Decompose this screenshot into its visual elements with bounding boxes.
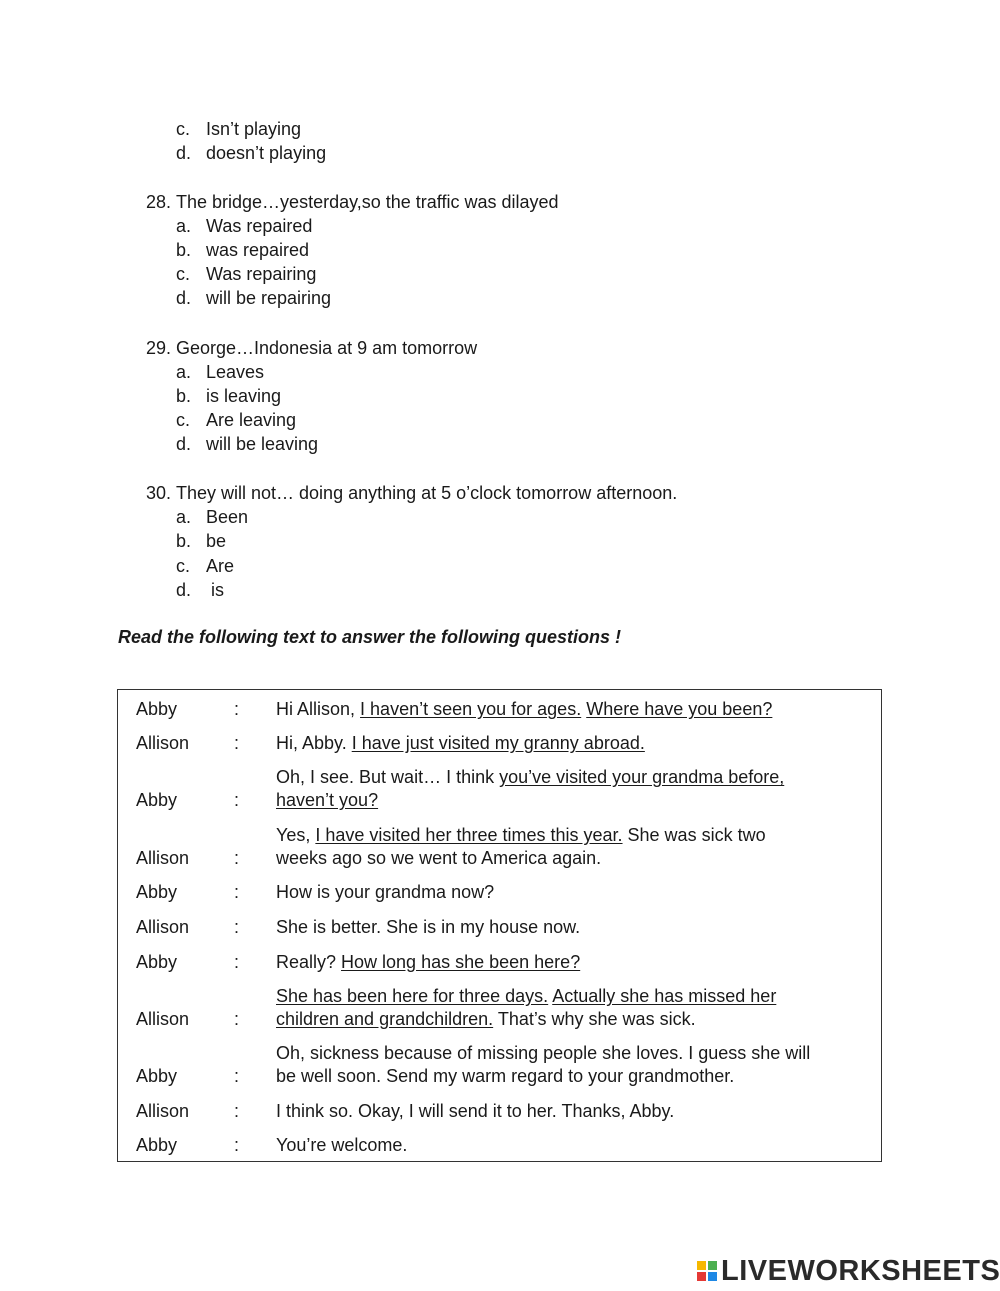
- dialog-speaker: Allison: [136, 1101, 190, 1121]
- utterance-text: That’s why she was sick.: [493, 1009, 696, 1029]
- utterance-text: Oh, sickness because of missing people she loves. I guess she will: [276, 1043, 811, 1063]
- utterance-text: weeks ago so we went to America again.: [276, 848, 602, 868]
- underlined-phrase: Where have you been?: [586, 699, 773, 719]
- logo-block: [697, 1261, 706, 1270]
- q29-option-d: d. will be leaving: [176, 434, 319, 454]
- q28-option-d: d. will be repairing: [176, 288, 332, 308]
- dialog-speaker: Abby: [136, 699, 178, 719]
- underlined-phrase: Actually she has missed her: [552, 986, 777, 1006]
- underlined-phrase: haven’t you?: [276, 790, 379, 810]
- utterance-text: I think so. Okay, I will send it to her. Thanks, Abby.: [276, 1101, 675, 1121]
- underlined-phrase: She has been here for three days.: [276, 986, 549, 1006]
- dialog-speaker: Allison: [136, 848, 190, 868]
- q30-option-d: d. is: [176, 580, 224, 600]
- dialog-colon: :: [234, 952, 240, 972]
- dialog-utterance-line: [276, 881, 494, 904]
- utterance-text: You’re welcome.: [276, 1135, 408, 1155]
- dialog-table: [117, 689, 882, 1162]
- reading-instruction: Read the following text to answer the following questions !: [118, 627, 622, 647]
- dialog-speaker: Abby: [136, 882, 178, 902]
- logo-blocks-icon: [697, 1261, 717, 1281]
- dialog-utterance-line: [276, 985, 776, 1008]
- utterance-text: How is your grandma now?: [276, 882, 495, 902]
- q29-option-b: b. is leaving: [176, 386, 282, 406]
- dialog-utterance-line: [276, 1134, 407, 1157]
- utterance-text: Oh, I see. But wait… I think: [276, 767, 500, 787]
- dialog-colon: :: [234, 1066, 240, 1086]
- utterance-text: be well soon. Send my warm regard to your grandmother.: [276, 1066, 735, 1086]
- dialog-utterance-line: [276, 732, 645, 755]
- dialog-utterance-line: [276, 766, 784, 789]
- underlined-phrase: you’ve visited your grandma before,: [499, 767, 785, 787]
- underlined-phrase: I have visited her three times this year.: [315, 825, 623, 845]
- dialog-colon: :: [234, 882, 240, 902]
- q28-option-a: a. Was repaired: [176, 216, 313, 236]
- dialog-utterance-line: [276, 847, 601, 870]
- dialog-colon: :: [234, 1101, 240, 1121]
- q28-option-b: b. was repaired: [176, 240, 310, 260]
- q30-option-c: c. Are: [176, 556, 235, 576]
- q30-stem: 30. They will not… doing anything at 5 o’clock tomorrow afternoon.: [146, 483, 678, 503]
- dialog-speaker: Abby: [136, 790, 178, 810]
- dialog-utterance-line: [276, 1008, 696, 1031]
- q28-option-c: c. Was repairing: [176, 264, 317, 284]
- q28-stem: 28. The bridge…yesterday,so the traffic was dilayed: [146, 192, 559, 212]
- dialog-utterance-line: [276, 951, 580, 974]
- dialog-utterance-line: [276, 789, 378, 812]
- logo-block: [708, 1272, 717, 1281]
- dialog-speaker: Abby: [136, 952, 178, 972]
- utterance-text: Hi, Abby.: [276, 733, 352, 753]
- dialog-colon: :: [234, 1135, 240, 1155]
- underlined-phrase: children and grandchildren.: [276, 1009, 494, 1029]
- dialog-speaker: Abby: [136, 1135, 178, 1155]
- q30-option-a: a. Been: [176, 507, 249, 527]
- dialog-utterance-line: [276, 824, 766, 847]
- utterance-text: She was sick two: [622, 825, 766, 845]
- utterance-text: She is better. She is in my house now.: [276, 917, 581, 937]
- q29-option-c: c. Are leaving: [176, 410, 297, 430]
- dialog-speaker: Abby: [136, 1066, 178, 1086]
- liveworksheets-logo[interactable]: [697, 1253, 1000, 1289]
- dialog-colon: :: [234, 848, 240, 868]
- underlined-phrase: I haven’t seen you for ages.: [360, 699, 582, 719]
- logo-block: [697, 1272, 706, 1281]
- dialog-utterance-line: [276, 1042, 810, 1065]
- underlined-phrase: How long has she been here?: [341, 952, 581, 972]
- q29-option-a: a. Leaves: [176, 362, 265, 382]
- dialog-colon: :: [234, 917, 240, 937]
- logo-text: LIVEWORKSHEETS: [721, 1254, 1000, 1287]
- dialog-utterance-line: [276, 916, 580, 939]
- dialog-colon: :: [234, 699, 240, 719]
- dialog-speaker: Allison: [136, 733, 190, 753]
- q27-option-c: c. Isn’t playing: [176, 119, 302, 139]
- dialog-utterance-line: [276, 1100, 674, 1123]
- logo-block: [708, 1261, 717, 1270]
- utterance-text: Hi Allison,: [276, 699, 361, 719]
- q30-option-b: b. be: [176, 531, 227, 551]
- utterance-text: Yes,: [276, 825, 316, 845]
- dialog-colon: :: [234, 1009, 240, 1029]
- dialog-colon: :: [234, 733, 240, 753]
- q27-option-d: d. doesn’t playing: [176, 143, 327, 163]
- utterance-text: Really?: [276, 952, 342, 972]
- underlined-phrase: I have just visited my granny abroad.: [351, 733, 645, 753]
- dialog-colon: :: [234, 790, 240, 810]
- dialog-utterance-line: [276, 1065, 734, 1088]
- dialog-speaker: Allison: [136, 1009, 190, 1029]
- dialog-utterance-line: [276, 698, 772, 721]
- dialog-speaker: Allison: [136, 917, 190, 937]
- q29-stem: 29. George…Indonesia at 9 am tomorrow: [146, 338, 478, 358]
